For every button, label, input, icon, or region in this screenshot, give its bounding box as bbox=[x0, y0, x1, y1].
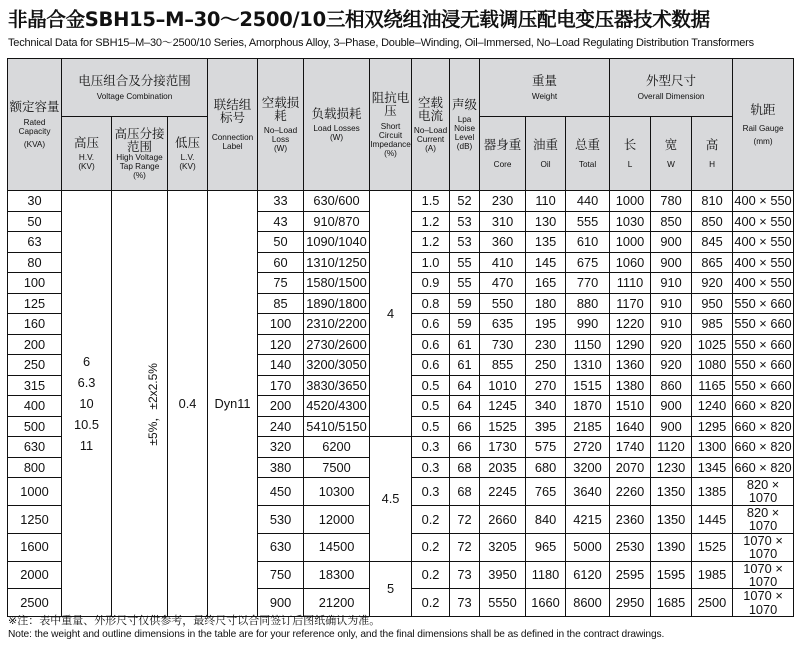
cell-no-load-loss: 43 bbox=[258, 211, 304, 232]
cell-dim-height: 1985 bbox=[692, 561, 733, 589]
header-weight-core: 器身重 Core bbox=[480, 117, 526, 191]
cell-weight-total: 675 bbox=[566, 252, 610, 273]
cell-dim-height: 1445 bbox=[692, 505, 733, 533]
cell-dim-width: 850 bbox=[651, 211, 692, 232]
cell-no-load-loss: 120 bbox=[258, 334, 304, 355]
cell-weight-total: 770 bbox=[566, 273, 610, 294]
cell-no-load-loss: 750 bbox=[258, 561, 304, 589]
cell-noise-level: 55 bbox=[450, 273, 480, 294]
cell-load-loss: 630/600 bbox=[304, 191, 370, 212]
cell-noise-level: 53 bbox=[450, 211, 480, 232]
cell-weight-total: 5000 bbox=[566, 533, 610, 561]
cell-no-load-current: 0.2 bbox=[412, 505, 450, 533]
cell-noise-level: 73 bbox=[450, 589, 480, 617]
cell-weight-oil: 180 bbox=[526, 293, 566, 314]
cell-dim-width: 1120 bbox=[651, 437, 692, 458]
cell-dim-width: 910 bbox=[651, 314, 692, 335]
cell-no-load-current: 0.2 bbox=[412, 589, 450, 617]
footnote-en: Note: the weight and outline dimensions in the table are for your reference only, and the final dimensions shall be as defined in the contract drawings. bbox=[8, 629, 665, 640]
cell-no-load-loss: 100 bbox=[258, 314, 304, 335]
header-hv: 高压 H.V. (KV) bbox=[62, 117, 112, 191]
cell-dim-height: 1525 bbox=[692, 533, 733, 561]
cell-rated-capacity: 315 bbox=[8, 375, 62, 396]
cell-no-load-loss: 50 bbox=[258, 232, 304, 253]
cell-rail-gauge: 660 × 820 bbox=[733, 457, 794, 478]
cell-no-load-current: 1.2 bbox=[412, 211, 450, 232]
cell-dim-length: 1000 bbox=[610, 232, 651, 253]
cell-weight-oil: 340 bbox=[526, 396, 566, 417]
cell-noise-level: 61 bbox=[450, 334, 480, 355]
cell-weight-core: 550 bbox=[480, 293, 526, 314]
header-tap-range: 高压分接范围 High Voltage Tap Range (%) bbox=[112, 117, 168, 191]
cell-dim-height: 810 bbox=[692, 191, 733, 212]
cell-weight-oil: 965 bbox=[526, 533, 566, 561]
cell-weight-core: 360 bbox=[480, 232, 526, 253]
header-dim-width: 宽 W bbox=[651, 117, 692, 191]
cell-noise-level: 64 bbox=[450, 396, 480, 417]
cell-dim-length: 1510 bbox=[610, 396, 651, 417]
cell-load-loss: 5410/5150 bbox=[304, 416, 370, 437]
cell-weight-core: 2035 bbox=[480, 457, 526, 478]
cell-weight-core: 730 bbox=[480, 334, 526, 355]
cell-weight-total: 2185 bbox=[566, 416, 610, 437]
header-voltage-combination: 电压组合及分接范围 Voltage Combination bbox=[62, 59, 208, 117]
cell-weight-total: 1515 bbox=[566, 375, 610, 396]
cell-weight-oil: 765 bbox=[526, 478, 566, 506]
cell-dim-width: 900 bbox=[651, 232, 692, 253]
cell-no-load-current: 0.6 bbox=[412, 355, 450, 376]
cell-dim-width: 910 bbox=[651, 293, 692, 314]
cell-no-load-current: 0.2 bbox=[412, 533, 450, 561]
cell-load-loss: 1890/1800 bbox=[304, 293, 370, 314]
cell-no-load-loss: 630 bbox=[258, 533, 304, 561]
cell-weight-oil: 840 bbox=[526, 505, 566, 533]
cell-dim-width: 780 bbox=[651, 191, 692, 212]
cell-impedance: 4 bbox=[370, 191, 412, 437]
cell-rated-capacity: 2500 bbox=[8, 589, 62, 617]
cell-rated-capacity: 1600 bbox=[8, 533, 62, 561]
cell-no-load-current: 0.5 bbox=[412, 375, 450, 396]
cell-dim-height: 845 bbox=[692, 232, 733, 253]
cell-rail-gauge: 400 × 550 bbox=[733, 252, 794, 273]
cell-no-load-current: 1.2 bbox=[412, 232, 450, 253]
hv-value: 10.5 bbox=[74, 417, 99, 433]
cell-rail-gauge: 550 × 660 bbox=[733, 375, 794, 396]
cell-dim-length: 1030 bbox=[610, 211, 651, 232]
cell-no-load-loss: 530 bbox=[258, 505, 304, 533]
cell-dim-length: 1000 bbox=[610, 191, 651, 212]
cell-load-loss: 3830/3650 bbox=[304, 375, 370, 396]
cell-noise-level: 59 bbox=[450, 293, 480, 314]
cell-no-load-loss: 200 bbox=[258, 396, 304, 417]
header-dim-height: 高 H bbox=[692, 117, 733, 191]
cell-no-load-loss: 240 bbox=[258, 416, 304, 437]
cell-no-load-current: 0.8 bbox=[412, 293, 450, 314]
cell-weight-total: 1870 bbox=[566, 396, 610, 417]
cell-noise-level: 66 bbox=[450, 416, 480, 437]
cell-dim-length: 1060 bbox=[610, 252, 651, 273]
cell-noise-level: 61 bbox=[450, 355, 480, 376]
cell-rail-gauge: 400 × 550 bbox=[733, 211, 794, 232]
header-rated-capacity: 额定容量 Rated Capacity (KVA) bbox=[8, 59, 62, 191]
header-connection-label: 联结组标号 Connection Label bbox=[208, 59, 258, 191]
page-title: 非晶合金SBH15–M–30～2500/10三相双绕组油浸无载调压配电变压器技术数据 bbox=[8, 8, 710, 31]
cell-dim-length: 1360 bbox=[610, 355, 651, 376]
cell-dim-height: 1165 bbox=[692, 375, 733, 396]
cell-no-load-current: 0.5 bbox=[412, 396, 450, 417]
cell-rated-capacity: 1000 bbox=[8, 478, 62, 506]
cell-load-loss: 1090/1040 bbox=[304, 232, 370, 253]
cell-dim-width: 900 bbox=[651, 252, 692, 273]
cell-dim-length: 1380 bbox=[610, 375, 651, 396]
header-overall-dimension: 外型尺寸 Overall Dimension bbox=[610, 59, 733, 117]
cell-dim-height: 1295 bbox=[692, 416, 733, 437]
hv-value: 6 bbox=[82, 354, 91, 370]
cell-noise-level: 68 bbox=[450, 457, 480, 478]
cell-rated-capacity: 2000 bbox=[8, 561, 62, 589]
cell-dim-width: 1595 bbox=[651, 561, 692, 589]
cell-noise-level: 68 bbox=[450, 478, 480, 506]
cell-no-load-loss: 75 bbox=[258, 273, 304, 294]
cell-load-loss: 7500 bbox=[304, 457, 370, 478]
cell-weight-oil: 395 bbox=[526, 416, 566, 437]
cell-no-load-loss: 320 bbox=[258, 437, 304, 458]
cell-dim-width: 1685 bbox=[651, 589, 692, 617]
cell-noise-level: 73 bbox=[450, 561, 480, 589]
cell-dim-height: 950 bbox=[692, 293, 733, 314]
cell-weight-core: 310 bbox=[480, 211, 526, 232]
cell-rated-capacity: 250 bbox=[8, 355, 62, 376]
cell-weight-core: 1245 bbox=[480, 396, 526, 417]
cell-rated-capacity: 800 bbox=[8, 457, 62, 478]
cell-load-loss: 10300 bbox=[304, 478, 370, 506]
cell-weight-oil: 250 bbox=[526, 355, 566, 376]
cell-noise-level: 72 bbox=[450, 533, 480, 561]
cell-weight-oil: 230 bbox=[526, 334, 566, 355]
cell-noise-level: 64 bbox=[450, 375, 480, 396]
cell-weight-core: 3950 bbox=[480, 561, 526, 589]
tap-range-value: ±5%，±2x2.5% bbox=[145, 362, 160, 446]
cell-dim-height: 985 bbox=[692, 314, 733, 335]
header-rail-gauge: 轨距 Rail Gauge (mm) bbox=[733, 59, 794, 191]
cell-rail-gauge: 1070 × 1070 bbox=[733, 561, 794, 589]
cell-weight-total: 1310 bbox=[566, 355, 610, 376]
cell-no-load-loss: 140 bbox=[258, 355, 304, 376]
cell-dim-length: 2070 bbox=[610, 457, 651, 478]
cell-weight-total: 2720 bbox=[566, 437, 610, 458]
cell-dim-height: 1345 bbox=[692, 457, 733, 478]
cell-load-loss: 2730/2600 bbox=[304, 334, 370, 355]
cell-rated-capacity: 1250 bbox=[8, 505, 62, 533]
cell-dim-length: 1110 bbox=[610, 273, 651, 294]
cell-hv-values bbox=[62, 191, 112, 617]
cell-dim-length: 1740 bbox=[610, 437, 651, 458]
cell-weight-total: 4215 bbox=[566, 505, 610, 533]
cell-rail-gauge: 1070 × 1070 bbox=[733, 533, 794, 561]
cell-no-load-loss: 900 bbox=[258, 589, 304, 617]
header-dim-length: 长 L bbox=[610, 117, 651, 191]
cell-no-load-current: 1.0 bbox=[412, 252, 450, 273]
cell-weight-oil: 1660 bbox=[526, 589, 566, 617]
cell-noise-level: 53 bbox=[450, 232, 480, 253]
cell-dim-length: 2530 bbox=[610, 533, 651, 561]
cell-weight-oil: 135 bbox=[526, 232, 566, 253]
cell-dim-width: 860 bbox=[651, 375, 692, 396]
cell-weight-core: 855 bbox=[480, 355, 526, 376]
cell-rated-capacity: 63 bbox=[8, 232, 62, 253]
cell-no-load-loss: 85 bbox=[258, 293, 304, 314]
cell-dim-length: 2595 bbox=[610, 561, 651, 589]
cell-load-loss: 2310/2200 bbox=[304, 314, 370, 335]
cell-rated-capacity: 100 bbox=[8, 273, 62, 294]
cell-weight-oil: 145 bbox=[526, 252, 566, 273]
cell-weight-total: 8600 bbox=[566, 589, 610, 617]
cell-impedance: 5 bbox=[370, 561, 412, 617]
cell-dim-height: 2500 bbox=[692, 589, 733, 617]
cell-rated-capacity: 500 bbox=[8, 416, 62, 437]
cell-rail-gauge: 660 × 820 bbox=[733, 396, 794, 417]
cell-rated-capacity: 400 bbox=[8, 396, 62, 417]
header-weight: 重量 Weight bbox=[480, 59, 610, 117]
cell-weight-oil: 680 bbox=[526, 457, 566, 478]
cell-weight-oil: 270 bbox=[526, 375, 566, 396]
cell-noise-level: 66 bbox=[450, 437, 480, 458]
cell-dim-width: 1390 bbox=[651, 533, 692, 561]
cell-dim-height: 1025 bbox=[692, 334, 733, 355]
cell-weight-total: 555 bbox=[566, 211, 610, 232]
cell-noise-level: 72 bbox=[450, 505, 480, 533]
cell-rated-capacity: 50 bbox=[8, 211, 62, 232]
cell-rail-gauge: 660 × 820 bbox=[733, 437, 794, 458]
cell-rail-gauge: 1070 × 1070 bbox=[733, 589, 794, 617]
cell-weight-core: 2245 bbox=[480, 478, 526, 506]
cell-no-load-current: 0.2 bbox=[412, 561, 450, 589]
cell-weight-oil: 165 bbox=[526, 273, 566, 294]
cell-no-load-current: 0.6 bbox=[412, 334, 450, 355]
cell-weight-core: 5550 bbox=[480, 589, 526, 617]
cell-weight-oil: 110 bbox=[526, 191, 566, 212]
cell-load-loss: 21200 bbox=[304, 589, 370, 617]
cell-weight-core: 635 bbox=[480, 314, 526, 335]
cell-load-loss: 6200 bbox=[304, 437, 370, 458]
cell-load-loss: 3200/3050 bbox=[304, 355, 370, 376]
cell-weight-oil: 575 bbox=[526, 437, 566, 458]
header-no-load-current: 空载电流 No–Load Current (A) bbox=[412, 59, 450, 191]
cell-no-load-loss: 33 bbox=[258, 191, 304, 212]
cell-dim-width: 900 bbox=[651, 416, 692, 437]
cell-weight-total: 1150 bbox=[566, 334, 610, 355]
cell-no-load-loss: 450 bbox=[258, 478, 304, 506]
cell-no-load-current: 0.5 bbox=[412, 416, 450, 437]
cell-weight-total: 440 bbox=[566, 191, 610, 212]
cell-rated-capacity: 630 bbox=[8, 437, 62, 458]
footnote-cn: ※注：表中重量、外形尺寸仅供参考，最终尺寸以合同签订后图纸确认为准。 bbox=[8, 614, 381, 627]
cell-dim-length: 2360 bbox=[610, 505, 651, 533]
cell-no-load-loss: 60 bbox=[258, 252, 304, 273]
cell-rail-gauge: 400 × 550 bbox=[733, 232, 794, 253]
cell-impedance: 4.5 bbox=[370, 437, 412, 562]
cell-rail-gauge: 550 × 660 bbox=[733, 355, 794, 376]
cell-rail-gauge: 550 × 660 bbox=[733, 293, 794, 314]
cell-no-load-current: 0.3 bbox=[412, 478, 450, 506]
cell-no-load-current: 0.6 bbox=[412, 314, 450, 335]
cell-weight-core: 470 bbox=[480, 273, 526, 294]
hv-value: 10 bbox=[79, 396, 94, 412]
cell-dim-height: 1300 bbox=[692, 437, 733, 458]
cell-rated-capacity: 160 bbox=[8, 314, 62, 335]
cell-rail-gauge: 660 × 820 bbox=[733, 416, 794, 437]
cell-dim-length: 2260 bbox=[610, 478, 651, 506]
header-load-loss: 负载损耗 Load Losses (W) bbox=[304, 59, 370, 191]
cell-dim-length: 1640 bbox=[610, 416, 651, 437]
cell-weight-core: 1010 bbox=[480, 375, 526, 396]
cell-dim-length: 1170 bbox=[610, 293, 651, 314]
cell-dim-width: 900 bbox=[651, 396, 692, 417]
cell-weight-total: 990 bbox=[566, 314, 610, 335]
cell-dim-height: 920 bbox=[692, 273, 733, 294]
cell-tap-range bbox=[112, 191, 168, 617]
cell-rail-gauge: 400 × 550 bbox=[733, 191, 794, 212]
cell-weight-oil: 195 bbox=[526, 314, 566, 335]
cell-lv-value: 0.4 bbox=[168, 191, 208, 617]
cell-dim-width: 1350 bbox=[651, 505, 692, 533]
cell-connection-label: Dyn11 bbox=[208, 191, 258, 617]
cell-weight-total: 6120 bbox=[566, 561, 610, 589]
cell-load-loss: 1580/1500 bbox=[304, 273, 370, 294]
cell-dim-length: 2950 bbox=[610, 589, 651, 617]
cell-no-load-current: 0.3 bbox=[412, 437, 450, 458]
cell-rated-capacity: 80 bbox=[8, 252, 62, 273]
cell-rail-gauge: 820 × 1070 bbox=[733, 505, 794, 533]
cell-weight-total: 880 bbox=[566, 293, 610, 314]
cell-dim-width: 920 bbox=[651, 355, 692, 376]
hv-value: 6.3 bbox=[77, 375, 96, 391]
cell-rail-gauge: 550 × 660 bbox=[733, 334, 794, 355]
cell-dim-width: 910 bbox=[651, 273, 692, 294]
cell-dim-height: 1240 bbox=[692, 396, 733, 417]
cell-load-loss: 12000 bbox=[304, 505, 370, 533]
header-impedance-voltage: 阻抗电压 Short Circuit Impedance (%) bbox=[370, 59, 412, 191]
cell-dim-length: 1220 bbox=[610, 314, 651, 335]
cell-no-load-loss: 170 bbox=[258, 375, 304, 396]
cell-weight-core: 1730 bbox=[480, 437, 526, 458]
cell-load-loss: 4520/4300 bbox=[304, 396, 370, 417]
header-lv: 低压 L.V. (KV) bbox=[168, 117, 208, 191]
cell-no-load-loss: 380 bbox=[258, 457, 304, 478]
hv-value: 11 bbox=[79, 438, 94, 454]
cell-rated-capacity: 30 bbox=[8, 191, 62, 212]
cell-dim-height: 865 bbox=[692, 252, 733, 273]
cell-weight-core: 2660 bbox=[480, 505, 526, 533]
cell-weight-total: 3200 bbox=[566, 457, 610, 478]
cell-weight-core: 3205 bbox=[480, 533, 526, 561]
cell-load-loss: 910/870 bbox=[304, 211, 370, 232]
cell-dim-width: 1230 bbox=[651, 457, 692, 478]
cell-weight-oil: 1180 bbox=[526, 561, 566, 589]
cell-no-load-current: 0.9 bbox=[412, 273, 450, 294]
cell-dim-width: 1350 bbox=[651, 478, 692, 506]
cell-dim-length: 1290 bbox=[610, 334, 651, 355]
header-noise-level: 声级 Lpa Noise Level (dB) bbox=[450, 59, 480, 191]
table-row bbox=[8, 191, 794, 212]
cell-load-loss: 14500 bbox=[304, 533, 370, 561]
cell-dim-width: 920 bbox=[651, 334, 692, 355]
cell-load-loss: 1310/1250 bbox=[304, 252, 370, 273]
cell-dim-height: 850 bbox=[692, 211, 733, 232]
page-subtitle: Technical Data for SBH15–M–30～2500/10 Series, Amorphous Alloy, 3–Phase, Double–Winding, Oil–Immersed, No–Load Regulating Distribution Transformers bbox=[8, 37, 754, 49]
cell-noise-level: 52 bbox=[450, 191, 480, 212]
cell-load-loss: 18300 bbox=[304, 561, 370, 589]
header-weight-oil: 油重 Oil bbox=[526, 117, 566, 191]
cell-no-load-current: 0.3 bbox=[412, 457, 450, 478]
cell-noise-level: 59 bbox=[450, 314, 480, 335]
cell-weight-core: 230 bbox=[480, 191, 526, 212]
cell-rated-capacity: 125 bbox=[8, 293, 62, 314]
technical-data-table bbox=[7, 58, 794, 617]
cell-rail-gauge: 400 × 550 bbox=[733, 273, 794, 294]
cell-dim-height: 1385 bbox=[692, 478, 733, 506]
cell-weight-core: 1525 bbox=[480, 416, 526, 437]
cell-no-load-current: 1.5 bbox=[412, 191, 450, 212]
cell-weight-total: 610 bbox=[566, 232, 610, 253]
cell-weight-total: 3640 bbox=[566, 478, 610, 506]
header-no-load-loss: 空载损耗 No–Load Loss (W) bbox=[258, 59, 304, 191]
cell-rail-gauge: 820 × 1070 bbox=[733, 478, 794, 506]
cell-noise-level: 55 bbox=[450, 252, 480, 273]
header-weight-total: 总重 Total bbox=[566, 117, 610, 191]
cell-rated-capacity: 200 bbox=[8, 334, 62, 355]
cell-rail-gauge: 550 × 660 bbox=[733, 314, 794, 335]
cell-weight-oil: 130 bbox=[526, 211, 566, 232]
cell-weight-core: 410 bbox=[480, 252, 526, 273]
cell-dim-height: 1080 bbox=[692, 355, 733, 376]
